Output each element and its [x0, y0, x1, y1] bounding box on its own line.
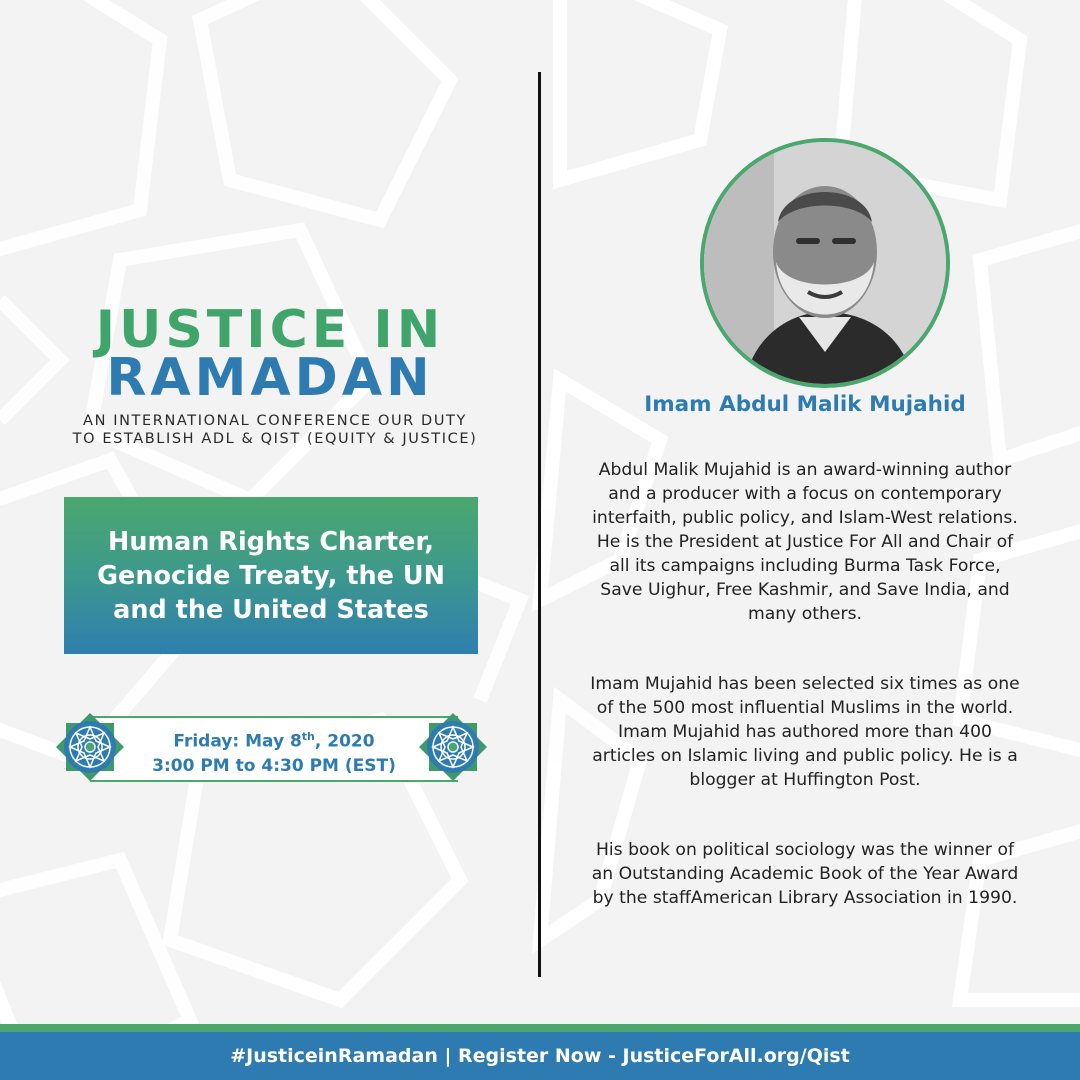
geometric-rosette-icon: [55, 712, 125, 782]
session-date-suffix: th: [301, 730, 315, 743]
speaker-bio-paragraph: Imam Mujahid has been selected six times as one of the 500 most influential Muslims in the world. Imam Mujahid has authored more than 400 articles on Islamic living and public policy. He is a blogger at Huffington Post.: [590, 674, 1020, 790]
session-topic-line-3: and the United States: [113, 594, 429, 625]
session-date: [90, 725, 458, 754]
event-subtitle-line-2: TO ESTABLISH ADL & QIST (EQUITY & JUSTICE): [72, 431, 478, 447]
session-topic: [85, 525, 457, 627]
session-topic-line-2: Genocide Treaty, the UN: [97, 560, 445, 591]
speaker-bio-paragraph: His book on political sociology was the winner of an Outstanding Academic Book of the Year Award by the staffAmerican Library Association in 1990.: [591, 840, 1019, 908]
session-date-prefix: Friday: May 8: [173, 731, 302, 752]
session-topic-box: [64, 497, 478, 654]
speaker-name: Imam Abdul Malik Mujahid: [644, 392, 966, 417]
speaker-portrait: [704, 142, 946, 384]
speaker-photo: [700, 138, 950, 388]
event-title-line-2: RAMADAN: [106, 348, 434, 408]
event-title-line-1: JUSTICE IN: [95, 300, 445, 360]
footer-accent-stripe: [0, 1024, 1080, 1032]
session-topic-line-1: Human Rights Charter,: [108, 526, 434, 557]
session-date-year: , 2020: [314, 731, 375, 752]
event-subtitle: [55, 412, 495, 448]
vertical-divider: [538, 72, 541, 977]
date-bar: [90, 716, 458, 782]
event-subtitle-line-1: AN INTERNATIONAL CONFERENCE OUR DUTY: [83, 413, 467, 429]
date-time-text: [90, 725, 458, 778]
speaker-bio-paragraph: Abdul Malik Mujahid is an award-winning author and a producer with a focus on contemporary interfaith, public policy, and Islam-West relations. He is the President at Justice For All and Chair of all its campaigns including Burma Task Force, Save Uighur, Free Kashmir, and Save India, and many others.: [592, 460, 1018, 624]
session-time: 3:00 PM to 4:30 PM (EST): [152, 755, 396, 776]
footer-register-text: #JusticeinRamadan | Register Now - JusticeForAll.org/Qist: [230, 1045, 850, 1067]
geometric-rosette-icon: [418, 712, 488, 782]
footer-bar: [0, 1032, 1080, 1080]
